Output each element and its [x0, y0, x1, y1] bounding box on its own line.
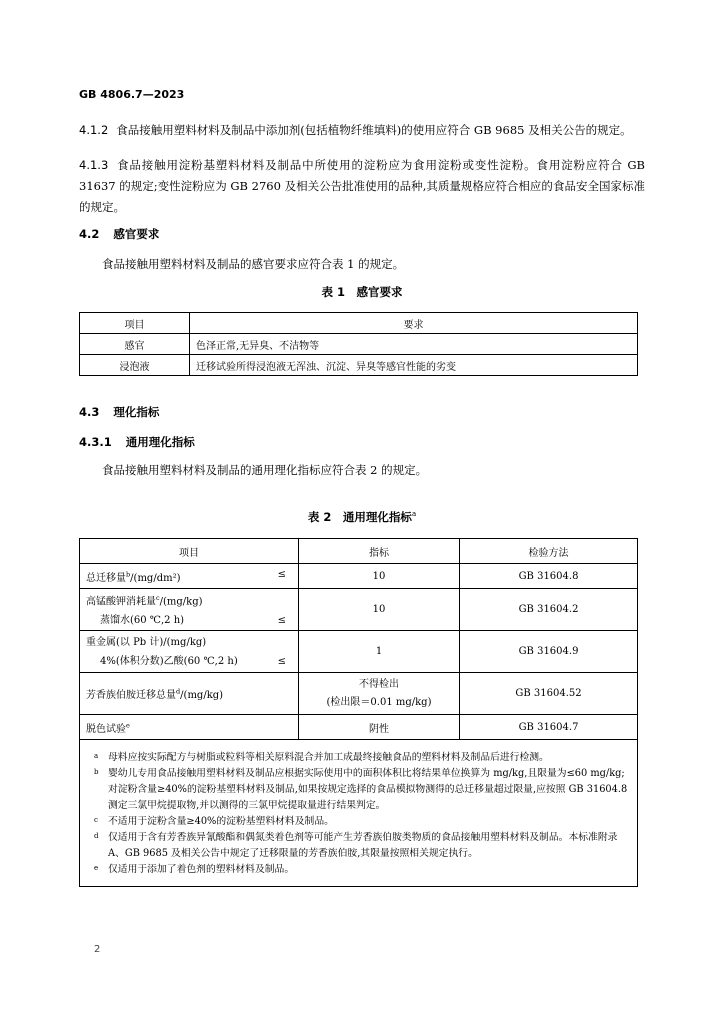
note-mark: e [94, 864, 99, 873]
table-cell: GB 31604.8 [460, 564, 638, 589]
table-cell [80, 589, 299, 631]
item-unit: /(mg/dm²) [130, 572, 181, 584]
item-name: 总迁移量 [86, 572, 126, 584]
table-cell: 感官 [80, 334, 190, 355]
table-note [94, 750, 629, 766]
section-number: 4.2 [79, 227, 100, 241]
table-cell [299, 673, 460, 715]
table-cell: 阴性 [299, 715, 460, 740]
table-note [94, 830, 629, 862]
note-text: 母料应按实际配方与树脂或粒料等相关原料混合并加工成最终接触食品的塑料材料及制品后进行检测。 [108, 752, 549, 764]
table-note [94, 862, 629, 878]
table-cell: GB 31604.9 [460, 631, 638, 673]
section-number: 4.3 [79, 405, 100, 419]
table-cell [80, 715, 299, 740]
section-4-2-text: 食品接触用塑料材料及制品的感官要求应符合表 1 的规定。 [102, 257, 405, 271]
note-text: 婴幼儿专用食品接触用塑料材料及制品应根据实际使用中的面积体积比将结果单位换算为 mg/kg,且限量为≤60 mg/kg;对淀粉含量≥40%的淀粉基塑料材料及制品,如果按规定选择的食品模拟物测得的总迁移量超过限量,应按照 GB 31604.8 测定三氯甲烷提取物,并以测得的三氯甲烷提取量进行结果判定。 [108, 768, 628, 812]
item-name: 脱色试验 [86, 723, 126, 735]
page-number: 2 [94, 944, 101, 955]
section-number: 4.3.1 [79, 435, 112, 449]
section-title: 理化指标 [113, 405, 160, 419]
table-cell: 色泽正常,无异臭、不洁物等 [190, 334, 638, 355]
header-cell: 项目 [80, 313, 190, 334]
section-4-3-1-heading [79, 434, 195, 450]
note-mark: d [94, 832, 99, 841]
table-cell: GB 31604.2 [460, 589, 638, 631]
table-cell: 迁移试验所得浸泡液无浑浊、沉淀、异臭等感官性能的劣变 [190, 355, 638, 376]
table-row [80, 715, 638, 740]
clause-4-1-2 [79, 120, 645, 141]
caption-text: 表 2 通用理化指标 [307, 510, 412, 524]
note-mark: a [94, 752, 99, 761]
footnote-mark: c [156, 594, 160, 602]
table2-physicochemical [79, 538, 638, 887]
section-4-3-heading [79, 404, 159, 420]
header-cell: 要求 [190, 313, 638, 334]
footnote-mark: b [126, 570, 131, 579]
item-unit: /(mg/kg) [180, 690, 224, 702]
table-cell: 10 [299, 564, 460, 589]
table-cell: 10 [299, 589, 460, 631]
footnote-mark: a [411, 510, 417, 519]
table-cell [80, 631, 299, 673]
item-name: 重金属(以 Pb 计)/(mg/kg) [86, 636, 207, 648]
le-sign: ≤ [277, 655, 286, 667]
clause-number: 4.1.2 [79, 123, 109, 137]
clause-text: 食品接触用淀粉基塑料材料及制品中所使用的淀粉应为食用淀粉或变性淀粉。食用淀粉应符合 GB 31637 的规定;变性淀粉应为 GB 2760 及相关公告批准使用的品种,其质量规格应符合相应的食品安全国家标准的规定。 [79, 158, 645, 214]
header-cell: 指标 [299, 539, 460, 564]
note-text: 仅适用于添加了着色剂的塑料材料及制品。 [108, 864, 295, 876]
item-unit: /(mg/kg) [159, 596, 203, 608]
table-note [94, 814, 629, 830]
table-header-row [80, 539, 638, 564]
section-title: 通用理化指标 [125, 435, 195, 449]
item-condition: 蒸馏水(60 ℃,2 h) [100, 615, 185, 627]
table-row [80, 589, 638, 631]
clause-number: 4.1.3 [79, 158, 109, 172]
header-cell: 项目 [80, 539, 299, 564]
le-sign: ≤ [277, 615, 286, 627]
clause-text: 食品接触用塑料材料及制品中添加剂(包括植物纤维填料)的使用应符合 GB 9685 及相关公告的规定。 [116, 123, 632, 137]
table-note [94, 766, 629, 814]
item-name: 高锰酸钾消耗量 [86, 596, 156, 608]
table-cell [80, 673, 299, 715]
note-mark: c [94, 816, 98, 825]
note-text: 不适用于淀粉含量≥40%的淀粉基塑料材料及制品。 [108, 816, 334, 828]
table-cell [80, 564, 299, 589]
le-sign: ≤ [277, 568, 286, 580]
detection-limit: (检出限＝0.01 mg/kg) [326, 696, 432, 708]
table-cell: 浸泡液 [80, 355, 190, 376]
section-4-3-1-text: 食品接触用塑料材料及制品的通用理化指标应符合表 2 的规定。 [102, 463, 428, 477]
footnote-mark: d [176, 688, 181, 696]
table-cell: GB 31604.7 [460, 715, 638, 740]
standard-number: GB 4806.7—2023 [79, 88, 185, 101]
table-header-row [80, 313, 638, 334]
clause-4-1-3 [79, 155, 645, 218]
item-condition: 4%(体积分数)乙酸(60 ℃,2 h) [100, 655, 238, 667]
table-row [80, 334, 638, 355]
table-cell: 1 [299, 631, 460, 673]
note-text: 仅适用于含有芳香族异氰酸酯和偶氮类着色剂等可能产生芳香族伯胺类物质的食品接触用塑料材料及制品。本标准附录 A、GB 9685 及相关公告中规定了迁移限量的芳香族伯胺,其限量按照相关规定执行。 [108, 832, 618, 860]
table-row [80, 673, 638, 715]
table-row [80, 631, 638, 673]
table-row [80, 564, 638, 589]
item-name: 芳香族伯胺迁移总量 [86, 690, 176, 702]
section-title: 感官要求 [113, 227, 160, 241]
table2-caption [79, 509, 645, 525]
header-cell: 检验方法 [460, 539, 638, 564]
table-cell: GB 31604.52 [460, 673, 638, 715]
footnote-mark: e [126, 721, 130, 730]
section-4-2-heading [79, 226, 159, 242]
value-text: 不得检出 [359, 678, 399, 690]
table1-caption: 表 1 感官要求 [321, 285, 403, 299]
table-notes [80, 740, 638, 887]
table1-sensory [79, 312, 638, 376]
note-mark: b [94, 768, 99, 777]
table-row [80, 355, 638, 376]
table-notes-row [80, 740, 638, 887]
